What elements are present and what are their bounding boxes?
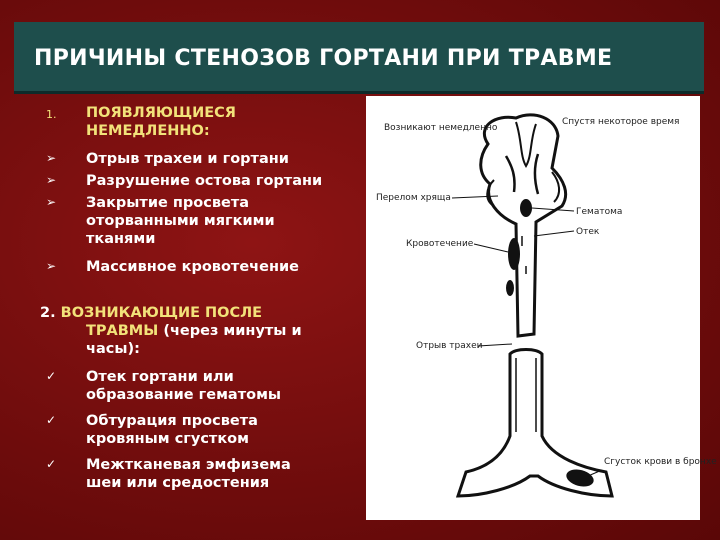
content-text bbox=[0, 100, 370, 530]
label-bleeding: Кровотечение bbox=[406, 239, 474, 249]
list-item-text: Закрытие просвета оторванными мягкими тканями bbox=[86, 195, 275, 247]
label-later: Спустя некоторое время bbox=[562, 117, 680, 127]
list-item-text: Разрушение остова гортани bbox=[86, 173, 323, 189]
list-item-text: Отрыв трахеи и гортани bbox=[86, 151, 289, 167]
arrow-bullet-icon: ➢ bbox=[46, 195, 57, 209]
check-bullet-icon: ✓ bbox=[46, 369, 57, 383]
arrow-bullet-icon: ➢ bbox=[46, 259, 57, 273]
label-blood-clot: Сгусток крови в бронхе bbox=[604, 457, 717, 467]
label-edema: Отек bbox=[576, 227, 600, 237]
section2-heading-main: ВОЗНИКАЮЩИЕ ПОСЛЕ bbox=[60, 305, 263, 321]
section2-heading-note: (через минуты и часы): bbox=[86, 323, 302, 357]
section2-heading bbox=[40, 304, 360, 358]
larynx-trachea-illustration bbox=[366, 96, 717, 520]
list-item-text: Обтурация просвета кровяным сгустком bbox=[86, 413, 258, 447]
arrow-bullet-icon: ➢ bbox=[46, 151, 57, 165]
label-immediately: Возникают немедленно bbox=[384, 123, 498, 133]
section2-heading-cont: ТРАВМЫ bbox=[86, 323, 159, 339]
list-item-text: Межтканевая эмфизема шеи или средостения bbox=[86, 457, 291, 491]
check-bullet-icon: ✓ bbox=[46, 413, 57, 427]
arrow-bullet-icon: ➢ bbox=[46, 173, 57, 187]
section1-heading: ПОЯВЛЯЮЩИЕСЯ НЕМЕДЛЕННО: bbox=[86, 105, 236, 139]
section1-number: 1. bbox=[46, 108, 57, 121]
check-bullet-icon: ✓ bbox=[46, 457, 57, 471]
list-item-text: Массивное кровотечение bbox=[86, 259, 299, 275]
label-fracture: Перелом хряща bbox=[376, 193, 451, 203]
section2-number: 2. bbox=[40, 305, 56, 321]
label-hematoma: Гематома bbox=[576, 207, 623, 217]
list-item-text: Отек гортани или образование гематомы bbox=[86, 369, 282, 403]
slide-title: ПРИЧИНЫ СТЕНОЗОВ ГОРТАНИ ПРИ ТРАВМЕ bbox=[34, 45, 613, 71]
label-tracheal-tear: Отрыв трахеи bbox=[416, 341, 483, 351]
